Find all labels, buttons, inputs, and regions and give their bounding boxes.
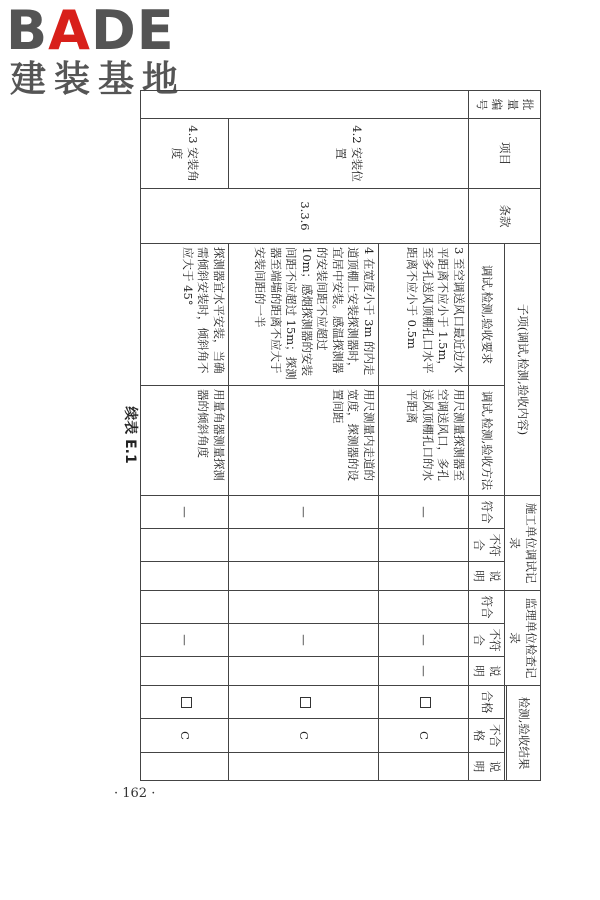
header-requirement: 调试,检测,验收要求 <box>468 244 504 386</box>
serial-cell <box>140 91 468 119</box>
fail-mark: C <box>140 719 228 753</box>
supervision-nonconform-dash: — <box>378 624 468 657</box>
header-c-nonconform: 不符合 <box>468 529 504 562</box>
supervision-note-dash: — <box>378 657 468 686</box>
header-construction-group: 施工单位调试记录 <box>504 496 540 591</box>
brand-subtitle: 建装基地 <box>10 59 187 100</box>
supervision-conform-cell <box>228 591 378 624</box>
checkbox-icon <box>420 697 431 708</box>
header-serial: 批量编号 <box>468 91 540 119</box>
construction-nonconform-cell <box>140 529 228 562</box>
item-4-2: 4.2 安装位置 <box>228 119 468 189</box>
construction-note-cell <box>378 562 468 591</box>
table-caption: 续表 E.1 <box>122 406 138 464</box>
header-s-conform: 符合 <box>468 591 504 624</box>
construction-note-cell <box>140 562 228 591</box>
header-clause: 条款 <box>468 189 540 244</box>
header-result-group: 检测,验收结果 <box>507 686 541 781</box>
header-supervision-group: 监理单位检查记录 <box>504 591 540 686</box>
requirement-cell: 探测器宜水平安装，当确需倾斜安装时，倾斜角不应大于 45° <box>140 244 228 386</box>
header-c-note: 说明 <box>468 562 504 591</box>
supervision-conform-cell <box>140 591 228 624</box>
header-item: 项目 <box>468 119 540 189</box>
page-number: · 162 · <box>114 786 156 801</box>
clause-3-3-6: 3.3.6 <box>140 189 468 244</box>
construction-note-cell <box>228 562 378 591</box>
logo-accent-a: A <box>48 0 91 62</box>
result-note-cell <box>228 753 378 781</box>
item-4-3: 4.3 安装角度 <box>140 119 228 189</box>
fail-mark: C <box>228 719 378 753</box>
header-s-nonconform: 不符合 <box>468 624 504 657</box>
construction-nonconform-cell <box>228 529 378 562</box>
header-result-spacer <box>504 686 506 781</box>
supervision-conform-cell <box>378 591 468 624</box>
supervision-nonconform-dash: — <box>140 624 228 657</box>
pass-checkbox <box>228 686 378 719</box>
header-method: 调试,检测,验收方法 <box>468 386 504 496</box>
supervision-nonconform-dash: — <box>228 624 378 657</box>
supervision-note-cell <box>228 657 378 686</box>
requirement-cell: 4 在宽度小于 3m 的内走道顶棚上安装探测器时，宜居中安装。感温探测器的安装间距不应超过 10m；感烟探测器的安装间距不应超过 15m；探测器至端墙的距离不应大于安装间距的一半 <box>228 244 378 386</box>
header-s-note: 说明 <box>468 657 504 686</box>
checkbox-icon <box>181 697 192 708</box>
header-subitem-group: 子项(调试,检测,验收内容) <box>504 244 540 496</box>
pass-checkbox <box>378 686 468 719</box>
construction-conform-dash: — <box>378 496 468 529</box>
header-fail: 不合格 <box>468 719 504 753</box>
header-pass: 合格 <box>468 686 504 719</box>
construction-conform-dash: — <box>140 496 228 529</box>
construction-nonconform-cell <box>378 529 468 562</box>
method-cell: 用尺测量探测器至空调送风口，多孔送风顶棚孔口的水平距离 <box>378 386 468 496</box>
brand-logo: BADE <box>6 0 175 62</box>
checkbox-icon <box>300 697 311 708</box>
rotated-table-page <box>121 90 541 780</box>
method-cell: 用量角器测量探测器的倾斜角度 <box>140 386 228 496</box>
method-cell: 用尺测量内走道的宽度，探测器的设置间距 <box>228 386 378 496</box>
header-c-conform: 符合 <box>468 496 504 529</box>
header-r-note: 说明 <box>468 753 504 781</box>
result-note-cell <box>378 753 468 781</box>
result-note-cell <box>140 753 228 781</box>
fail-mark: C <box>378 719 468 753</box>
pass-checkbox <box>140 686 228 719</box>
construction-conform-dash: — <box>228 496 378 529</box>
requirement-cell: 3 至空调送风口最近边水平距离不应小于 1.5m，至多孔送风顶棚孔口水平距离不应小于 0.5m <box>378 244 468 386</box>
inspection-table <box>140 90 541 781</box>
supervision-note-cell <box>140 657 228 686</box>
